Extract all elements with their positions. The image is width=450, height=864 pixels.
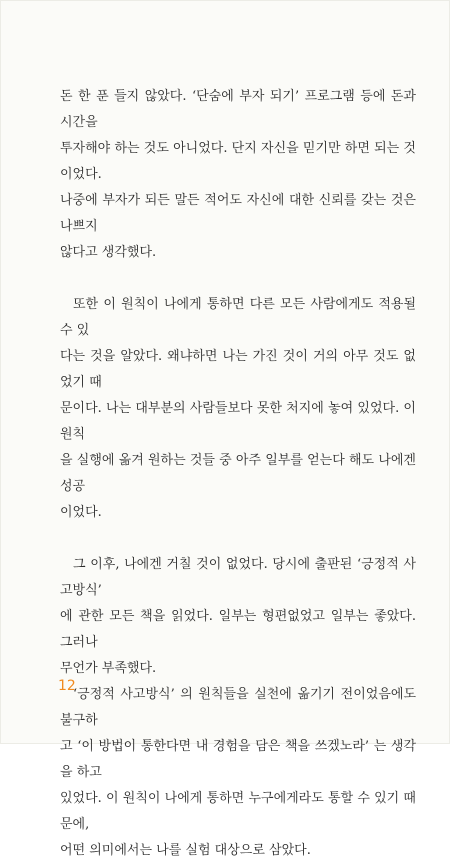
paragraph-line: 않다고 생각했다.: [60, 245, 157, 260]
paragraph-line: 문이다. 나는 대부분의 사람들보다 못한 처지에 놓여 있었다. 이 원칙: [60, 401, 416, 442]
paragraph-line: 에 관한 모든 책을 읽었다. 일부는 형편없었고 일부는 좋았다. 그러나: [60, 609, 416, 650]
paragraph-2: [60, 292, 416, 526]
paragraph-line: 을 실행에 옮겨 원하는 것들 중 아주 일부를 얻는다 해도 나에겐 성공: [60, 453, 416, 494]
paragraph-4: [60, 682, 416, 864]
paragraph-gap: [60, 526, 416, 552]
paragraph-line: 무언가 부족했다.: [60, 661, 157, 676]
paragraph-gap: [60, 266, 416, 292]
paragraph-line: 투자해야 하는 것도 아니었다. 단지 자신을 믿기만 하면 되는 것이었다.: [60, 141, 416, 182]
paragraph-line: ‘긍정적 사고방식’ 의 원칙들을 실천에 옮기기 전이었음에도 불구하: [60, 687, 416, 728]
paragraph-line: 나중에 부자가 되든 말든 적어도 자신에 대한 신뢰를 갖는 것은 나쁘지: [60, 193, 416, 234]
paragraph-line: 이었다.: [60, 505, 102, 520]
paragraph-line: 다는 것을 알았다. 왜냐하면 나는 가진 것이 거의 아무 것도 없었기 때: [60, 349, 416, 390]
paragraph-line: 고 ‘이 방법이 통한다면 내 경험을 담은 책을 쓰겠노라’ 는 생각을 하고: [60, 739, 416, 780]
paragraph-line: 그 이후, 나에겐 거칠 것이 없었다. 당시에 출판된 ‘긍정적 사고방식’: [60, 557, 416, 598]
paragraph-line: 돈 한 푼 들지 않았다. ‘단숨에 부자 되기’ 프로그램 등에 돈과 시간을: [60, 89, 416, 130]
paragraph-3: [60, 552, 416, 682]
paragraph-line: 있었다. 이 원칙이 나에게 통하면 누구에게라도 통할 수 있기 때문에,: [60, 791, 416, 832]
body-text: [60, 84, 416, 864]
page-number: 12: [58, 678, 76, 694]
paragraph-line: 또한 이 원칙이 나에게 통하면 다른 모든 사람에게도 적용될 수 있: [60, 297, 416, 338]
paragraph-line: 어떤 의미에서는 나를 실험 대상으로 삼았다.: [60, 843, 311, 858]
paragraph-1: [60, 84, 416, 266]
